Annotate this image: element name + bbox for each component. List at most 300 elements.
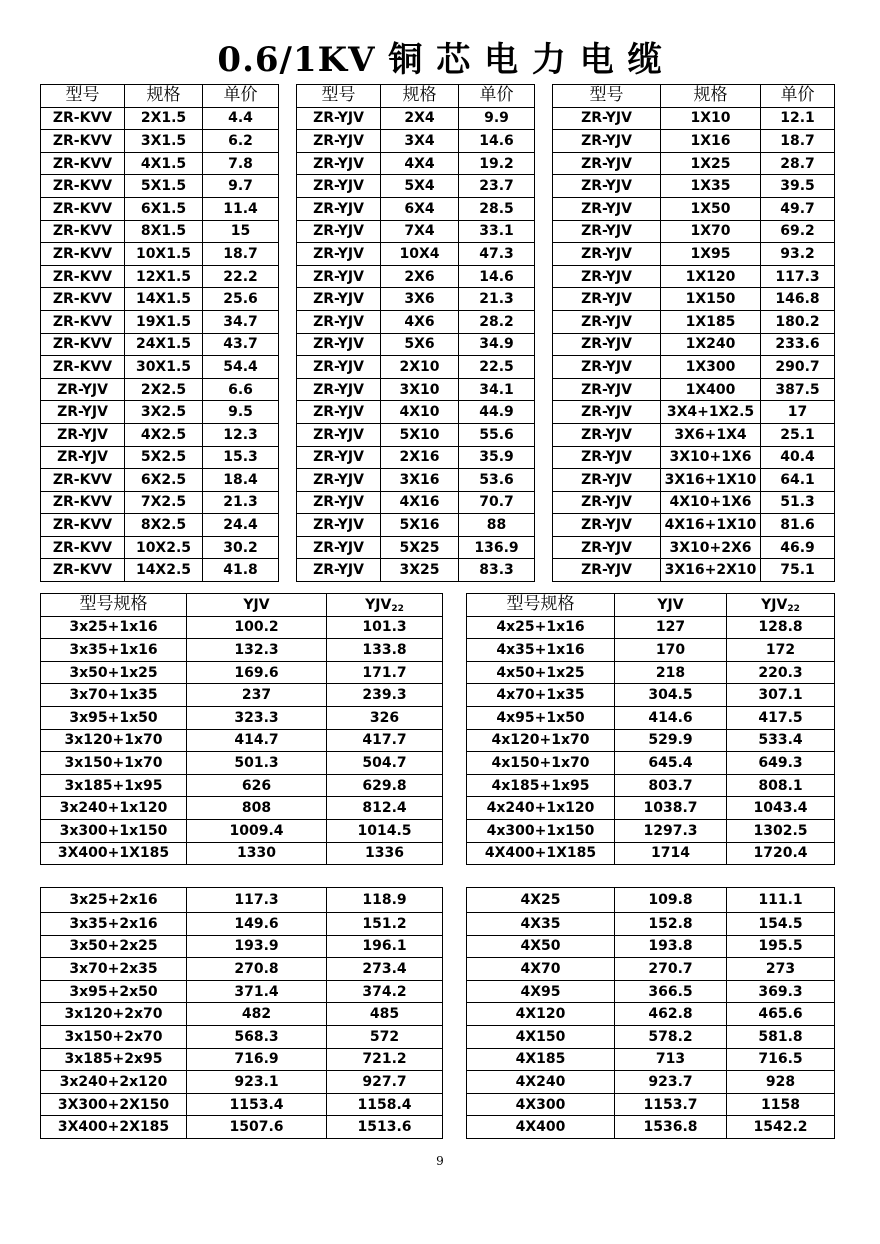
cell-yjv: 237 (187, 684, 327, 707)
cell-price: 25.1 (761, 423, 835, 446)
cell-yjv22: 417.5 (727, 706, 835, 729)
cell-model: ZR-KVV (41, 197, 125, 220)
cell-model: ZR-YJV (297, 401, 381, 424)
header-spec: 规格 (661, 85, 761, 108)
table-row (41, 616, 835, 639)
table-row (41, 356, 835, 379)
cell-price: 54.4 (203, 356, 279, 379)
table-row (41, 514, 835, 537)
column-gap (535, 559, 553, 582)
cell-model: ZR-YJV (553, 378, 661, 401)
header-model-spec: 型号规格 (41, 594, 187, 617)
table-row (41, 333, 835, 356)
cell-yjv: 568.3 (187, 1025, 327, 1048)
cell-spec: 30X1.5 (125, 356, 203, 379)
cell-price: 81.6 (761, 514, 835, 537)
header-yjv22 (327, 594, 443, 617)
cell-price: 93.2 (761, 243, 835, 266)
column-gap (279, 536, 297, 559)
cell-price: 22.5 (459, 356, 535, 379)
cell-price: 41.8 (203, 559, 279, 582)
cell-spec: 3X10+1X6 (661, 446, 761, 469)
column-gap (443, 1116, 467, 1139)
cell-spec: 3X16 (381, 469, 459, 492)
cell-spec: 1X16 (661, 130, 761, 153)
table-header-row (41, 85, 835, 108)
cell-model: ZR-YJV (553, 446, 661, 469)
column-gap (443, 1071, 467, 1094)
cell-model: ZR-KVV (41, 356, 125, 379)
cell-price: 9.5 (203, 401, 279, 424)
cell-yjv22: 1158 (727, 1093, 835, 1116)
cell-spec: 4X25 (467, 888, 615, 913)
cell-model: ZR-KVV (41, 310, 125, 333)
table-row (41, 774, 835, 797)
cell-model: ZR-YJV (553, 310, 661, 333)
column-gap (279, 197, 297, 220)
cell-spec: 3x70+2x35 (41, 958, 187, 981)
cell-yjv22: 716.5 (727, 1048, 835, 1071)
cell-model: ZR-YJV (297, 130, 381, 153)
cell-yjv22: 721.2 (327, 1048, 443, 1071)
cell-model: ZR-YJV (297, 288, 381, 311)
cell-yjv: 170 (615, 639, 727, 662)
header-model: 型号 (41, 85, 125, 108)
cell-spec: 4X4 (381, 152, 459, 175)
header-price: 单价 (459, 85, 535, 108)
cell-spec: 4X120 (467, 1003, 615, 1026)
column-gap (443, 842, 467, 865)
column-gap (279, 310, 297, 333)
cell-spec: 4X10+1X6 (661, 491, 761, 514)
cell-yjv22: 1158.4 (327, 1093, 443, 1116)
column-gap (279, 152, 297, 175)
cell-yjv: 1038.7 (615, 797, 727, 820)
cell-spec: 4x70+1x35 (467, 684, 615, 707)
column-gap (443, 888, 467, 913)
column-gap (535, 333, 553, 356)
cell-spec: 4X16 (381, 491, 459, 514)
cell-price: 51.3 (761, 491, 835, 514)
column-gap (535, 85, 553, 108)
cell-yjv: 713 (615, 1048, 727, 1071)
cell-yjv: 152.8 (615, 913, 727, 936)
cell-price: 69.2 (761, 220, 835, 243)
cell-price: 233.6 (761, 333, 835, 356)
cell-yjv22: 101.3 (327, 616, 443, 639)
cell-spec: 10X2.5 (125, 536, 203, 559)
cell-yjv: 414.7 (187, 729, 327, 752)
cell-price: 12.3 (203, 423, 279, 446)
table-row (41, 310, 835, 333)
table-row (41, 197, 835, 220)
column-gap (443, 797, 467, 820)
cell-model: ZR-YJV (553, 559, 661, 582)
cell-price: 18.4 (203, 469, 279, 492)
cell-spec: 4X400+1X185 (467, 842, 615, 865)
cell-yjv22: 154.5 (727, 913, 835, 936)
cell-model: ZR-YJV (297, 152, 381, 175)
cell-yjv22: 1336 (327, 842, 443, 865)
cell-spec: 4X16+1X10 (661, 514, 761, 537)
column-gap (279, 446, 297, 469)
cell-spec: 2X1.5 (125, 107, 203, 130)
cell-yjv: 100.2 (187, 616, 327, 639)
cell-yjv22: 273 (727, 958, 835, 981)
cell-spec: 10X4 (381, 243, 459, 266)
table-row (41, 446, 835, 469)
table-row (41, 935, 835, 958)
cell-price: 15 (203, 220, 279, 243)
cell-yjv22: 504.7 (327, 752, 443, 775)
cell-price: 387.5 (761, 378, 835, 401)
cell-spec: 14X2.5 (125, 559, 203, 582)
cell-spec: 3x300+1x150 (41, 819, 187, 842)
cell-spec: 3X16+2X10 (661, 559, 761, 582)
cell-price: 19.2 (459, 152, 535, 175)
table-row (41, 288, 835, 311)
cell-spec: 4X50 (467, 935, 615, 958)
table-row (41, 401, 835, 424)
cell-spec: 3X10+2X6 (661, 536, 761, 559)
cell-yjv: 803.7 (615, 774, 727, 797)
cell-model: ZR-YJV (297, 175, 381, 198)
cell-yjv22: 374.2 (327, 980, 443, 1003)
column-gap (443, 729, 467, 752)
cell-model: ZR-YJV (553, 243, 661, 266)
cell-price: 47.3 (459, 243, 535, 266)
table-row (41, 469, 835, 492)
column-gap (443, 752, 467, 775)
cell-spec: 7X4 (381, 220, 459, 243)
column-gap (279, 401, 297, 424)
cell-spec: 4X185 (467, 1048, 615, 1071)
cell-spec: 6X1.5 (125, 197, 203, 220)
cell-price: 70.7 (459, 491, 535, 514)
column-gap (443, 661, 467, 684)
cell-yjv22: 812.4 (327, 797, 443, 820)
cell-spec: 3X2.5 (125, 401, 203, 424)
cell-model: ZR-YJV (41, 423, 125, 446)
cell-spec: 3x240+1x120 (41, 797, 187, 820)
cell-spec: 4X240 (467, 1071, 615, 1094)
column-gap (535, 401, 553, 424)
cell-price: 117.3 (761, 265, 835, 288)
cell-yjv: 482 (187, 1003, 327, 1026)
cell-yjv: 149.6 (187, 913, 327, 936)
cell-yjv: 127 (615, 616, 727, 639)
column-gap (443, 1048, 467, 1071)
table-row (41, 684, 835, 707)
cell-yjv22: 417.7 (327, 729, 443, 752)
column-gap (535, 152, 553, 175)
cell-spec: 4x185+1x95 (467, 774, 615, 797)
cell-spec: 3x95+2x50 (41, 980, 187, 1003)
cell-yjv: 626 (187, 774, 327, 797)
cell-spec: 5X6 (381, 333, 459, 356)
cell-model: ZR-KVV (41, 536, 125, 559)
cell-price: 18.7 (761, 130, 835, 153)
column-gap (535, 220, 553, 243)
cell-price: 21.3 (203, 491, 279, 514)
column-gap (279, 423, 297, 446)
cell-spec: 4X2.5 (125, 423, 203, 446)
cell-model: ZR-YJV (297, 378, 381, 401)
column-gap (279, 356, 297, 379)
cell-spec: 4x25+1x16 (467, 616, 615, 639)
cell-yjv: 501.3 (187, 752, 327, 775)
column-gap (535, 378, 553, 401)
cell-model: ZR-YJV (41, 378, 125, 401)
cell-yjv22: 629.8 (327, 774, 443, 797)
column-gap (535, 310, 553, 333)
header-yjv22-subscript: 22 (787, 603, 800, 614)
cell-spec: 4x35+1x16 (467, 639, 615, 662)
cell-yjv: 1330 (187, 842, 327, 865)
cell-spec: 3X4+1X2.5 (661, 401, 761, 424)
cell-yjv: 578.2 (615, 1025, 727, 1048)
cell-model: ZR-YJV (553, 107, 661, 130)
cell-yjv22: 111.1 (727, 888, 835, 913)
column-gap (535, 130, 553, 153)
cell-spec: 5X10 (381, 423, 459, 446)
cell-yjv22: 533.4 (727, 729, 835, 752)
cell-spec: 4X10 (381, 401, 459, 424)
column-gap (279, 469, 297, 492)
column-gap (443, 819, 467, 842)
table-row (41, 958, 835, 981)
column-gap (279, 333, 297, 356)
cell-spec: 4X300 (467, 1093, 615, 1116)
table-row (41, 265, 835, 288)
cell-yjv: 193.9 (187, 935, 327, 958)
cell-yjv22: 196.1 (327, 935, 443, 958)
cell-model: ZR-YJV (553, 152, 661, 175)
header-model: 型号 (297, 85, 381, 108)
cell-model: ZR-KVV (41, 333, 125, 356)
table-row (41, 1116, 835, 1139)
cell-price: 46.9 (761, 536, 835, 559)
cell-spec: 2X4 (381, 107, 459, 130)
column-gap (279, 491, 297, 514)
cell-model: ZR-KVV (41, 491, 125, 514)
cell-yjv22: 1513.6 (327, 1116, 443, 1139)
cell-model: ZR-YJV (297, 197, 381, 220)
table-row (41, 797, 835, 820)
cell-spec: 4X400 (467, 1116, 615, 1139)
column-gap (443, 684, 467, 707)
table-row (41, 152, 835, 175)
table-row (41, 175, 835, 198)
cell-model: ZR-YJV (297, 356, 381, 379)
cell-yjv22: 927.7 (327, 1071, 443, 1094)
cell-price: 30.2 (203, 536, 279, 559)
cell-spec: 3X6+1X4 (661, 423, 761, 446)
cell-yjv: 645.4 (615, 752, 727, 775)
cell-yjv: 1009.4 (187, 819, 327, 842)
cell-model: ZR-YJV (297, 446, 381, 469)
price-table-3 (40, 887, 835, 1139)
cell-price: 180.2 (761, 310, 835, 333)
cell-spec: 3X1.5 (125, 130, 203, 153)
cell-spec: 3X300+2X150 (41, 1093, 187, 1116)
cell-yjv22: 273.4 (327, 958, 443, 981)
price-table-1 (40, 84, 835, 582)
cell-yjv22: 465.6 (727, 1003, 835, 1026)
cell-price: 75.1 (761, 559, 835, 582)
cell-yjv: 1153.4 (187, 1093, 327, 1116)
header-yjv22-subscript: 22 (391, 603, 404, 614)
price-table-2 (40, 593, 835, 865)
cell-yjv: 1714 (615, 842, 727, 865)
cell-spec: 14X1.5 (125, 288, 203, 311)
table-row (41, 107, 835, 130)
column-gap (443, 616, 467, 639)
cell-spec: 1X150 (661, 288, 761, 311)
column-gap (535, 356, 553, 379)
cell-spec: 3x150+1x70 (41, 752, 187, 775)
cell-price: 22.2 (203, 265, 279, 288)
cell-model: ZR-YJV (553, 356, 661, 379)
column-gap (279, 265, 297, 288)
cell-spec: 3x25+1x16 (41, 616, 187, 639)
cell-spec: 5X16 (381, 514, 459, 537)
cell-yjv: 132.3 (187, 639, 327, 662)
cell-spec: 3X400+2X185 (41, 1116, 187, 1139)
column-gap (535, 423, 553, 446)
cell-price: 88 (459, 514, 535, 537)
table-row (41, 1025, 835, 1048)
cell-spec: 3x35+1x16 (41, 639, 187, 662)
cell-yjv22: 1542.2 (727, 1116, 835, 1139)
cell-price: 12.1 (761, 107, 835, 130)
cell-spec: 8X2.5 (125, 514, 203, 537)
cell-model: ZR-KVV (41, 243, 125, 266)
cell-model: ZR-YJV (297, 220, 381, 243)
header-price: 单价 (761, 85, 835, 108)
cell-model: ZR-YJV (41, 446, 125, 469)
cell-price: 4.4 (203, 107, 279, 130)
cell-yjv22: 118.9 (327, 888, 443, 913)
cell-model: ZR-KVV (41, 175, 125, 198)
cell-price: 14.6 (459, 265, 535, 288)
cell-spec: 4X6 (381, 310, 459, 333)
cell-spec: 4x95+1x50 (467, 706, 615, 729)
cell-spec: 4x120+1x70 (467, 729, 615, 752)
table-row (41, 1003, 835, 1026)
cell-spec: 2X10 (381, 356, 459, 379)
cell-spec: 4x240+1x120 (467, 797, 615, 820)
column-gap (535, 243, 553, 266)
cell-spec: 1X50 (661, 197, 761, 220)
cell-yjv22: 128.8 (727, 616, 835, 639)
table-row (41, 491, 835, 514)
column-gap (535, 197, 553, 220)
cell-price: 35.9 (459, 446, 535, 469)
cell-model: ZR-KVV (41, 559, 125, 582)
cell-spec: 3x70+1x35 (41, 684, 187, 707)
cell-spec: 1X400 (661, 378, 761, 401)
cell-price: 136.9 (459, 536, 535, 559)
cell-yjv22: 171.7 (327, 661, 443, 684)
cell-yjv: 366.5 (615, 980, 727, 1003)
cell-price: 14.6 (459, 130, 535, 153)
table-row (41, 639, 835, 662)
cell-spec: 3x50+1x25 (41, 661, 187, 684)
cell-price: 64.1 (761, 469, 835, 492)
cell-yjv: 923.1 (187, 1071, 327, 1094)
cell-model: ZR-YJV (553, 401, 661, 424)
header-yjv: YJV (187, 594, 327, 617)
cell-spec: 5X4 (381, 175, 459, 198)
table-row (41, 752, 835, 775)
cell-spec: 5X1.5 (125, 175, 203, 198)
table-row (41, 913, 835, 936)
column-gap (443, 1025, 467, 1048)
column-gap (443, 594, 467, 617)
cell-yjv: 117.3 (187, 888, 327, 913)
cell-price: 34.1 (459, 378, 535, 401)
column-gap (535, 265, 553, 288)
cell-yjv: 371.4 (187, 980, 327, 1003)
cell-model: ZR-YJV (553, 197, 661, 220)
cell-spec: 10X1.5 (125, 243, 203, 266)
cell-model: ZR-YJV (297, 469, 381, 492)
cell-yjv22: 172 (727, 639, 835, 662)
cell-spec: 2X6 (381, 265, 459, 288)
column-gap (443, 980, 467, 1003)
cell-model: ZR-KVV (41, 514, 125, 537)
table-row (41, 536, 835, 559)
cell-spec: 3X6 (381, 288, 459, 311)
cell-price: 55.6 (459, 423, 535, 446)
cell-model: ZR-YJV (553, 514, 661, 537)
cell-yjv: 323.3 (187, 706, 327, 729)
table-row (41, 1071, 835, 1094)
cell-yjv: 193.8 (615, 935, 727, 958)
cell-price: 6.2 (203, 130, 279, 153)
cell-yjv22: 581.8 (727, 1025, 835, 1048)
cell-model: ZR-KVV (41, 107, 125, 130)
cell-price: 11.4 (203, 197, 279, 220)
header-model-spec: 型号规格 (467, 594, 615, 617)
cell-model: ZR-YJV (297, 536, 381, 559)
cell-model: ZR-YJV (553, 536, 661, 559)
cell-yjv22: 326 (327, 706, 443, 729)
cell-model: ZR-YJV (297, 265, 381, 288)
cell-model: ZR-YJV (553, 288, 661, 311)
cell-price: 28.7 (761, 152, 835, 175)
cell-spec: 3x95+1x50 (41, 706, 187, 729)
cell-spec: 4X70 (467, 958, 615, 981)
table-row (41, 559, 835, 582)
cell-spec: 3X25 (381, 559, 459, 582)
cell-spec: 3x185+1x95 (41, 774, 187, 797)
cell-price: 44.9 (459, 401, 535, 424)
column-gap (443, 1003, 467, 1026)
cell-price: 34.9 (459, 333, 535, 356)
cell-price: 6.6 (203, 378, 279, 401)
cell-spec: 3X4 (381, 130, 459, 153)
cell-spec: 3X10 (381, 378, 459, 401)
table-row (41, 220, 835, 243)
cell-yjv22: 928 (727, 1071, 835, 1094)
column-gap (443, 639, 467, 662)
cell-model: ZR-YJV (553, 130, 661, 153)
cell-spec: 1X35 (661, 175, 761, 198)
table-row (41, 1093, 835, 1116)
cell-price: 28.5 (459, 197, 535, 220)
